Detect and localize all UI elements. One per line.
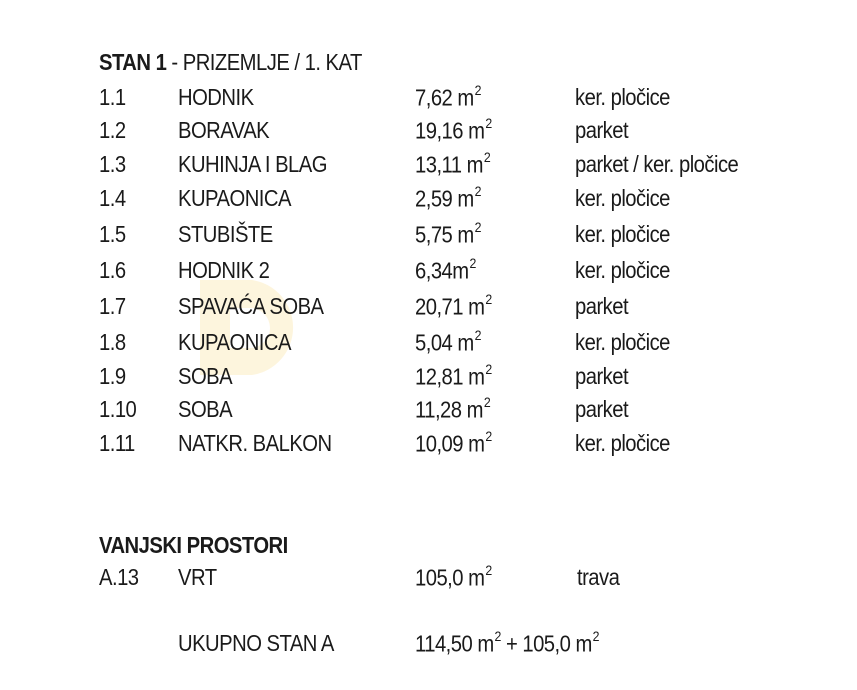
room-number: 1.10 [99,396,137,422]
room-name: KUPAONICA [178,185,291,211]
room-row [0,564,857,598]
room-row [0,396,857,430]
room-floor: ker. pločice [575,257,670,283]
room-area: 20,71 $m^2$ [415,291,492,320]
room-number: 1.9 [99,363,126,389]
room-area: 10,09 $m^2$ [415,428,492,457]
section-title-stan1 [99,49,362,76]
room-name: SPAVAĆA SOBA [178,293,324,319]
room-name: SOBA [178,396,233,422]
room-row [0,257,857,291]
total-row [0,630,857,664]
room-number: 1.1 [99,84,126,110]
room-area: 12,81 $m^2$ [415,361,492,390]
room-name: STUBIŠTE [178,221,273,247]
room-row [0,329,857,363]
room-name: KUHINJA I BLAG [178,151,327,177]
room-number: 1.7 [99,293,126,319]
room-number: 1.2 [99,117,126,143]
total-label: UKUPNO STAN A [178,630,334,656]
room-row [0,293,857,327]
room-number: 1.3 [99,151,126,177]
room-area: 13,11 $m^2$ [415,149,491,178]
room-name: BORAVAK [178,117,270,143]
room-name: SOBA [178,363,233,389]
room-floor: ker. pločice [575,329,670,355]
room-area: 105,0 $m^2$ [415,562,492,591]
room-floor: ker. pločice [575,221,670,247]
room-floor: ker. pločice [575,84,670,110]
room-area: 7,62 $m^2$ [415,82,481,111]
room-row [0,151,857,185]
room-number: 1.6 [99,257,126,283]
room-area: $6,34m^2$ [415,255,476,284]
room-floor: ker. pločice [575,430,670,456]
room-name: NATKR. BALKON [178,430,332,456]
room-number: 1.11 [99,430,135,456]
total-area: 114,50 $m^2 + 105,0$ $m^2$ [415,628,600,657]
room-row [0,363,857,397]
room-floor: parket / ker. pločice [575,151,739,177]
room-floor: ker. pločice [575,185,670,211]
room-row [0,117,857,151]
room-floor: parket [575,293,629,319]
section-title-outdoor: VANJSKI PROSTORI [99,532,288,558]
room-name: VRT [178,564,217,590]
room-row [0,185,857,219]
room-floor: trava [577,564,620,590]
room-area: 19,16 $m^2$ [415,115,492,144]
room-area: 5,04 $m^2$ [415,327,481,356]
room-number: 1.5 [99,221,126,247]
room-row [0,221,857,255]
room-row [0,84,857,118]
room-floor: parket [575,363,629,389]
room-area: 11,28 $m^2$ [415,394,491,423]
room-floor: parket [575,117,629,143]
room-row [0,430,857,464]
room-floor: parket [575,396,629,422]
section-title-rest: - PRIZEMLJE / 1. KAT [166,49,362,75]
room-name: HODNIK 2 [178,257,270,283]
room-name: HODNIK [178,84,254,110]
room-area: 5,75 $m^2$ [415,219,481,248]
room-number: A.13 [99,564,139,590]
room-area: 2,59 $m^2$ [415,183,481,212]
section-title-bold: STAN 1 [99,49,167,75]
room-number: 1.8 [99,329,126,355]
room-number: 1.4 [99,185,126,211]
room-name: KUPAONICA [178,329,291,355]
